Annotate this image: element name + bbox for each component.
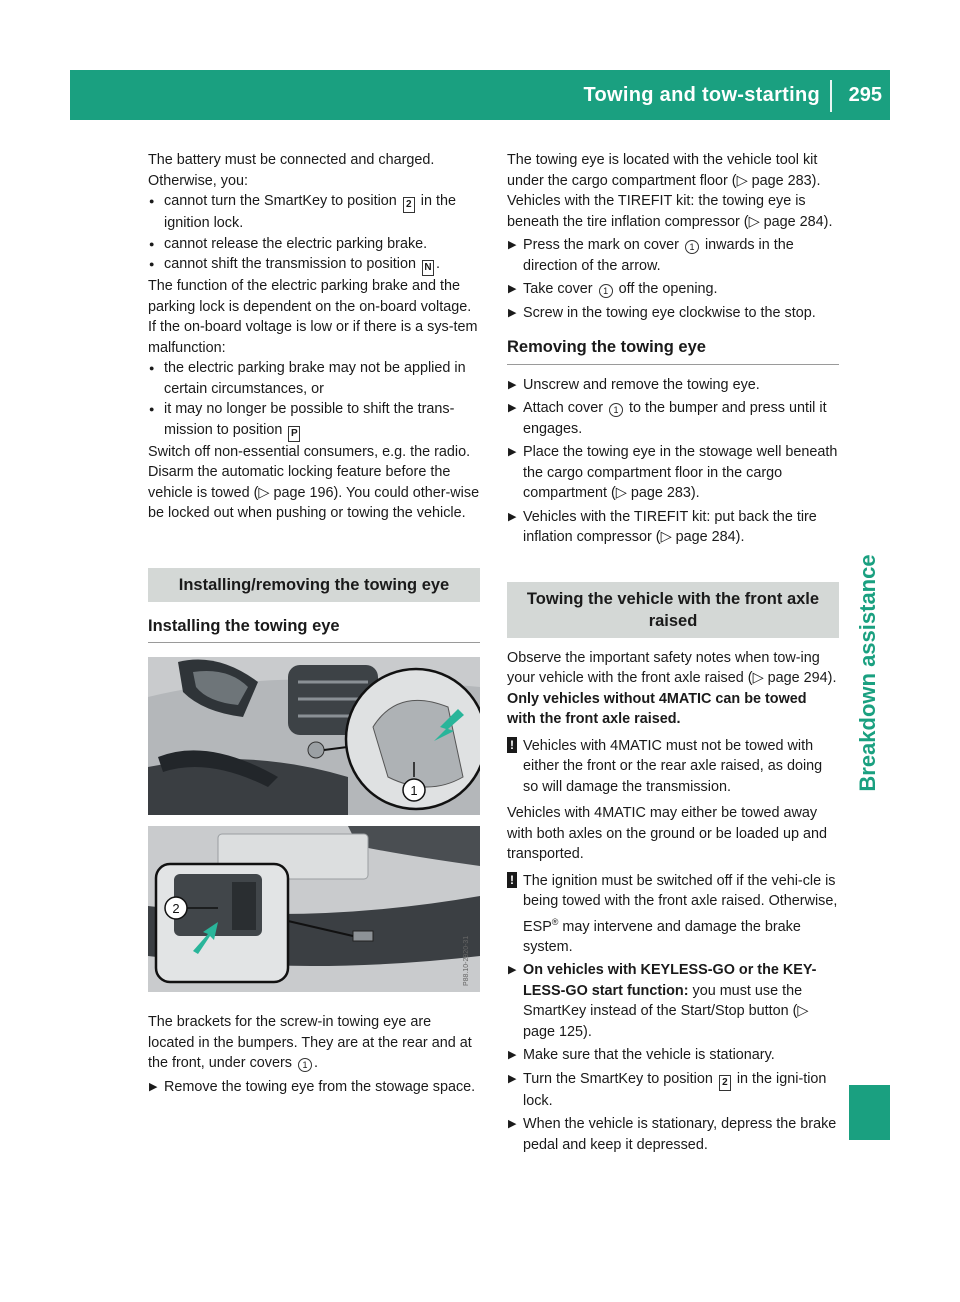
page-reference-link[interactable]: ▷ page 283 [736,172,812,189]
instruction-step: ▶ Place the towing eye in the stowage well beneath the cargo compartment floor in the cargo compartment (▷ page 283). [507,442,839,504]
page-reference-link[interactable]: ▷ page 284 [660,529,736,545]
paragraph: Vehicles with 4MATIC may either be towed away with both axles on the ground or be loaded up and transported. [507,805,828,862]
instruction-step: ▶ Remove the towing eye from the stowage space. [148,1077,480,1098]
paragraph: The function of the electric parking brake and the parking lock is dependent on the on-board voltage. [148,278,472,315]
instruction-step: ▶ On vehicles with KEYLESS-GO or the KEY-LESS-GO start function: you must use the SmartKey instead of the Start/Stop button (▷ page 125). [507,960,839,1042]
instruction-step: ▶ Attach cover 1 to the bumper and press until it engages. [507,398,839,439]
paragraph: Observe the important safety notes when tow-ing your vehicle with the front axle raised (▷ page 294). [507,649,837,686]
page-reference-link[interactable]: ▷ page 294 [752,670,828,686]
bullet-item: ● the electric parking brake may not be applied in certain circumstances, or [148,358,480,399]
instruction-step: ▶ When the vehicle is stationary, depress the brake pedal and keep it depressed. [507,1114,839,1155]
bullet-item: ● cannot turn the SmartKey to position 2 in the ignition lock. [148,191,480,234]
subsection-heading: Removing the towing eye [507,337,839,365]
callout-ref: 1 [609,403,623,417]
subsection-heading: Installing the towing eye [148,616,480,644]
rear-bumper-illustration [148,826,480,992]
instruction-step: ▶ Press the mark on cover 1 inwards in the direction of the arrow. [507,235,839,276]
warning-note: ! The ignition must be switched off if the vehi-cle is being towed with the front axle raised. Otherwise, ESP® may intervene and damage the brake system. [507,871,839,958]
instruction-step: ▶ Take cover 1 off the opening. [507,279,839,300]
paragraph: The towing eye is located with the vehicle tool kit under the cargo compartment floor (▷ page 283). [507,152,821,189]
page-reference-link[interactable]: ▷ page 284 [748,213,824,230]
paragraph: If the on-board voltage is low or if there is a sys-tem malfunction: [148,319,478,356]
section-side-tab [849,548,890,798]
position-key: 2 [719,1075,731,1091]
warning-icon: ! [507,872,517,888]
bullet-item: ● it may no longer be possible to shift the trans-mission to position P [148,399,480,442]
instruction-step: ▶ Vehicles with the TIREFIT kit: put back the tire inflation compressor (▷ page 284). [507,507,839,548]
callout-2: 2 [172,900,180,916]
side-tab-label: Breakdown assistance [855,554,880,792]
callout-ref: 1 [298,1058,312,1072]
paragraph: The brackets for the screw-in towing eye are located in the bumpers. They are at the rear and at the front, under covers 1 . [148,1014,472,1071]
instruction-step: ▶ Make sure that the vehicle is stationary. [507,1045,839,1066]
callout-ref: 1 [685,240,699,254]
paragraph: Vehicles with the TIREFIT kit: the towing eye is beneath the tire inflation compressor (▷ page 284). [507,193,833,230]
header-separator [830,80,832,112]
section-heading: Installing/removing the towing eye [148,568,480,602]
warning-icon: ! [507,737,517,753]
position-key: N [422,260,434,276]
left-column [148,150,480,1097]
paragraph: Otherwise, you: [148,172,248,189]
instruction-step: ▶ Turn the SmartKey to position 2 in the igni-tion lock. [507,1069,839,1112]
bullet-item: ● cannot release the electric parking brake. [148,234,480,255]
instruction-step: ▶ Screw in the towing eye clockwise to the stop. [507,303,839,324]
instruction-step: ▶ Unscrew and remove the towing eye. [507,375,839,396]
front-bumper-illustration [148,657,480,815]
callout-1: 1 [410,783,418,798]
page-reference-link[interactable]: ▷ page 196 [258,484,334,501]
chapter-title: Towing and tow-starting [583,84,820,106]
paragraph: The battery must be connected and charged. [148,152,435,168]
bullet-item: ● cannot shift the transmission to position N . [148,254,480,276]
figure-code: P88.10-2920-31 [463,935,470,986]
bold-paragraph: Only vehicles without 4MATIC can be towed with the front axle raised. [507,690,807,727]
paragraph: Disarm the automatic locking feature before the vehicle is towed (▷ page 196). You could other-wise be locked out when pushing or towing the vehicle. [148,464,480,521]
warning-note: ! Vehicles with 4MATIC must not be towed with either the front or the rear axle raised, as doing so will damage the transmission. [507,736,839,798]
page-number: 295 [848,84,882,106]
right-column [507,150,839,1155]
page-reference-link[interactable]: ▷ page 125 [523,1003,809,1040]
section-heading: Towing the vehicle with the front axle raised [507,582,839,638]
side-tab-marker [849,1085,890,1140]
page-header [70,70,890,120]
page-reference-link[interactable]: ▷ page 283 [615,485,691,501]
position-key: 2 [403,197,415,213]
callout-ref: 1 [599,284,613,298]
paragraph: Switch off non-essential consumers, e.g. the radio. [148,443,471,460]
position-key: P [288,426,300,442]
